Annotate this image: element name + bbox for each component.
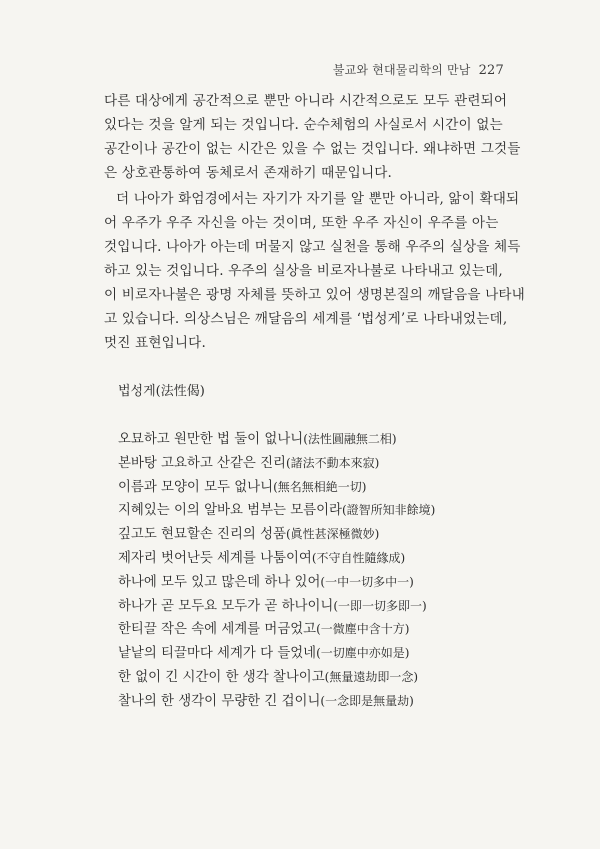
verse-line [118, 547, 435, 571]
text-line: 더 나아가 화엄경에서는 자기가 자기를 알 뿐만 아니라, 앎이 확대되 [116, 191, 520, 207]
verse-hanja: (一微塵中含十方) [316, 622, 410, 637]
verse-korean: 깊고도 현묘할손 진리의 성품 [118, 527, 286, 543]
text-line: 은 상호관통하여 동체로서 존재하기 때문입니다. [104, 165, 392, 181]
verse-korean: 한 없이 긴 시간이 한 생각 찰나이고 [118, 669, 325, 685]
text-line: 하고 있는 것입니다. 우주의 실상을 비로자나불로 나타내고 있는데, [104, 263, 503, 279]
text-line: 어 우주가 우주 자신을 아는 것이며, 또한 우주 자신이 우주를 아는 [104, 215, 499, 231]
verse-korean: 오묘하고 원만한 법 둘이 없나니 [118, 432, 304, 447]
verse-korean: 제자리 벗어난듯 세계를 나툼이여 [118, 550, 312, 566]
verse-korean: 본바탕 고요하고 산같은 진리 [118, 455, 286, 471]
verse-title: 법성게(法性偈) [118, 384, 205, 399]
verse-line [118, 642, 435, 666]
verse-hanja: (一切塵中亦如是) [316, 646, 410, 661]
verse-hanja: (一即一切多即一) [333, 598, 427, 613]
verse-korean: 하나가 곧 모두요 모두가 곧 하나이니 [118, 598, 334, 614]
paragraph [104, 89, 524, 185]
verse-line [118, 452, 435, 476]
text-line: 다른 대상에게 공간적으로 뿐만 아니라 시간적으로도 모두 관련되어 [104, 93, 508, 109]
verse-korean: 낱낱의 티끌마다 세계가 다 들었네 [118, 646, 317, 662]
verse-hanja: (諸法不動本來寂) [286, 455, 380, 470]
verse-korean: 찰나의 한 생각이 무량한 긴 겁이니 [118, 693, 321, 709]
verse-korean: 한티끌 작은 속에 세계를 머금었고 [118, 622, 317, 638]
text-line: 공간이나 공간이 없는 시간은 있을 수 없는 것입니다. 왜냐하면 그것들 [104, 141, 521, 157]
verse-line [118, 571, 435, 595]
text-line: 고 있습니다. 의상스님은 깨달음의 세계를 ‘법성게’로 나타내었는데, [104, 311, 508, 327]
paragraph [104, 187, 524, 355]
verse-korean: 이름과 모양이 모두 없나니 [118, 479, 274, 495]
text-line: 것입니다. 나아가 아는데 머물지 않고 실천을 통해 우주의 실상을 체득 [104, 239, 521, 255]
verse-block [118, 428, 435, 714]
running-header [333, 61, 504, 78]
verse-line [118, 523, 435, 547]
page-number: 227 [478, 63, 504, 78]
verse-korean: 지혜있는 이의 알바요 범부는 모름이라 [118, 503, 342, 519]
running-title: 불교와 현대물리학의 만남 [332, 63, 471, 77]
verse-line [118, 595, 435, 619]
verse-hanja: (無量遠劫即一念) [324, 669, 419, 684]
verse-hanja: (無名無相絶一切) [273, 479, 367, 494]
text-line: 이 비로자나불은 광명 자체를 뜻하고 있어 생명본질의 깨달음을 나타내 [104, 287, 525, 303]
verse-korean: 하나에 모두 있고 많은데 하나 있어 [118, 574, 321, 590]
verse-line [118, 666, 435, 690]
verse-line [118, 690, 435, 714]
verse-hanja: (一中一切多中一) [320, 574, 414, 589]
body-text [104, 89, 524, 355]
text-line: 멋진 표현입니다. [104, 335, 206, 351]
text-line: 있다는 것을 알게 되는 것입니다. 순수체험의 사실로서 시간이 없는 [104, 117, 503, 133]
verse-hanja: (眞性甚深極微妙) [286, 527, 380, 542]
verse-hanja: (法性圓融無二相) [303, 432, 397, 446]
verse-hanja: (證智所知非餘境) [342, 503, 436, 518]
verse-line [118, 499, 435, 523]
verse-hanja: (一念即是無量劫) [320, 693, 414, 708]
verse-line [118, 476, 435, 500]
verse-hanja: (不守自性隨緣成) [311, 550, 406, 565]
verse-line [118, 618, 435, 642]
verse-line [118, 428, 435, 452]
